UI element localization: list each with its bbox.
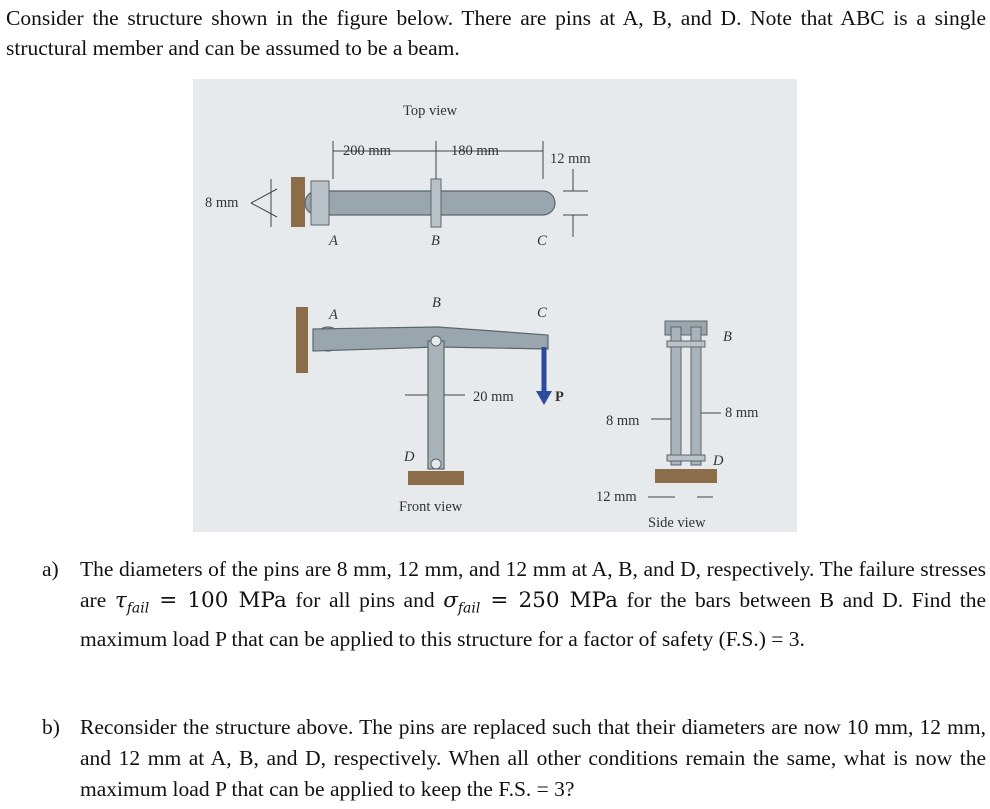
question-a-text3: for the bars between B and D. Find the maximum load P that can be applied to this structure for a factor of safety (F.S.) = 3. <box>80 588 987 652</box>
question-a-text2: for all pins and <box>286 588 444 612</box>
sigma-fail-expression: $\sigma_{fail} = 250$ MPa <box>443 588 618 617</box>
dim-200: 200 mm <box>343 143 391 159</box>
structure-figure <box>193 79 797 532</box>
top-clevis-a <box>311 181 329 225</box>
dim-8-left: 8 mm <box>205 195 239 211</box>
side-label-b: B <box>723 329 732 345</box>
front-label-b: B <box>432 295 441 311</box>
top-label-c: C <box>537 233 547 249</box>
top-beam-abc <box>305 191 555 215</box>
front-label-p: P <box>555 389 564 405</box>
side-label-d: D <box>713 453 724 469</box>
question-b-body: Reconsider the structure above. The pins are replaced such that their diameters are now 10 mm, 12 mm, and 12 mm at A, B, and D, respectively. When all other conditions remain the same, what is now the maximum load P that can be applied to keep the F.S. = 3? <box>80 715 986 801</box>
side-pin-b <box>667 341 705 347</box>
load-p-arrow-head <box>536 391 552 405</box>
question-a-tag: a) <box>42 557 59 581</box>
dim-20: 20 mm <box>473 389 514 405</box>
dim-12-side: 12 mm <box>596 489 637 505</box>
side-bar-left <box>671 327 681 465</box>
front-label-d: D <box>404 449 415 465</box>
top-label-a: A <box>329 233 338 249</box>
side-bar-right <box>691 327 701 465</box>
question-a <box>42 554 986 655</box>
question-a-body <box>80 554 986 655</box>
front-wall-support <box>296 307 308 373</box>
top-dim-8-arrow-down <box>251 203 277 217</box>
front-ground-support <box>408 471 464 485</box>
top-dim-8-arrow-up <box>251 189 277 203</box>
front-label-a: A <box>329 307 338 323</box>
top-pin-b <box>431 179 441 227</box>
question-a-text1: The diameters of the pins are 8 mm, 12 mm, and 12 mm at A, B, and D, respectively. The failure stresses are <box>80 557 986 612</box>
dim-8-side-left: 8 mm <box>606 413 640 429</box>
front-pin-b <box>431 336 441 346</box>
tau-fail-expression: $\tau_{fail} = 100$ MPa <box>114 588 287 617</box>
question-b-tag: b) <box>42 715 60 739</box>
top-wall-support <box>291 177 305 227</box>
top-label-b: B <box>431 233 440 249</box>
structure-diagram <box>193 79 797 532</box>
question-b <box>42 712 986 805</box>
front-label-c: C <box>537 305 547 321</box>
front-pin-d <box>431 459 441 469</box>
dim-12-top: 12 mm <box>550 151 591 167</box>
dim-180: 180 mm <box>451 143 499 159</box>
dim-8-side-right: 8 mm <box>725 405 759 421</box>
front-bar-bd <box>428 341 444 469</box>
side-pin-d <box>667 455 705 461</box>
side-ground-support <box>655 469 717 483</box>
side-view-title: Side view <box>648 515 706 531</box>
problem-intro: Consider the structure shown in the figure below. There are pins at A, B, and D. Note that ABC is a single structural member and can be assumed to be a beam. <box>6 6 986 60</box>
front-view-title: Front view <box>399 499 463 515</box>
top-view-title: Top view <box>403 103 458 119</box>
